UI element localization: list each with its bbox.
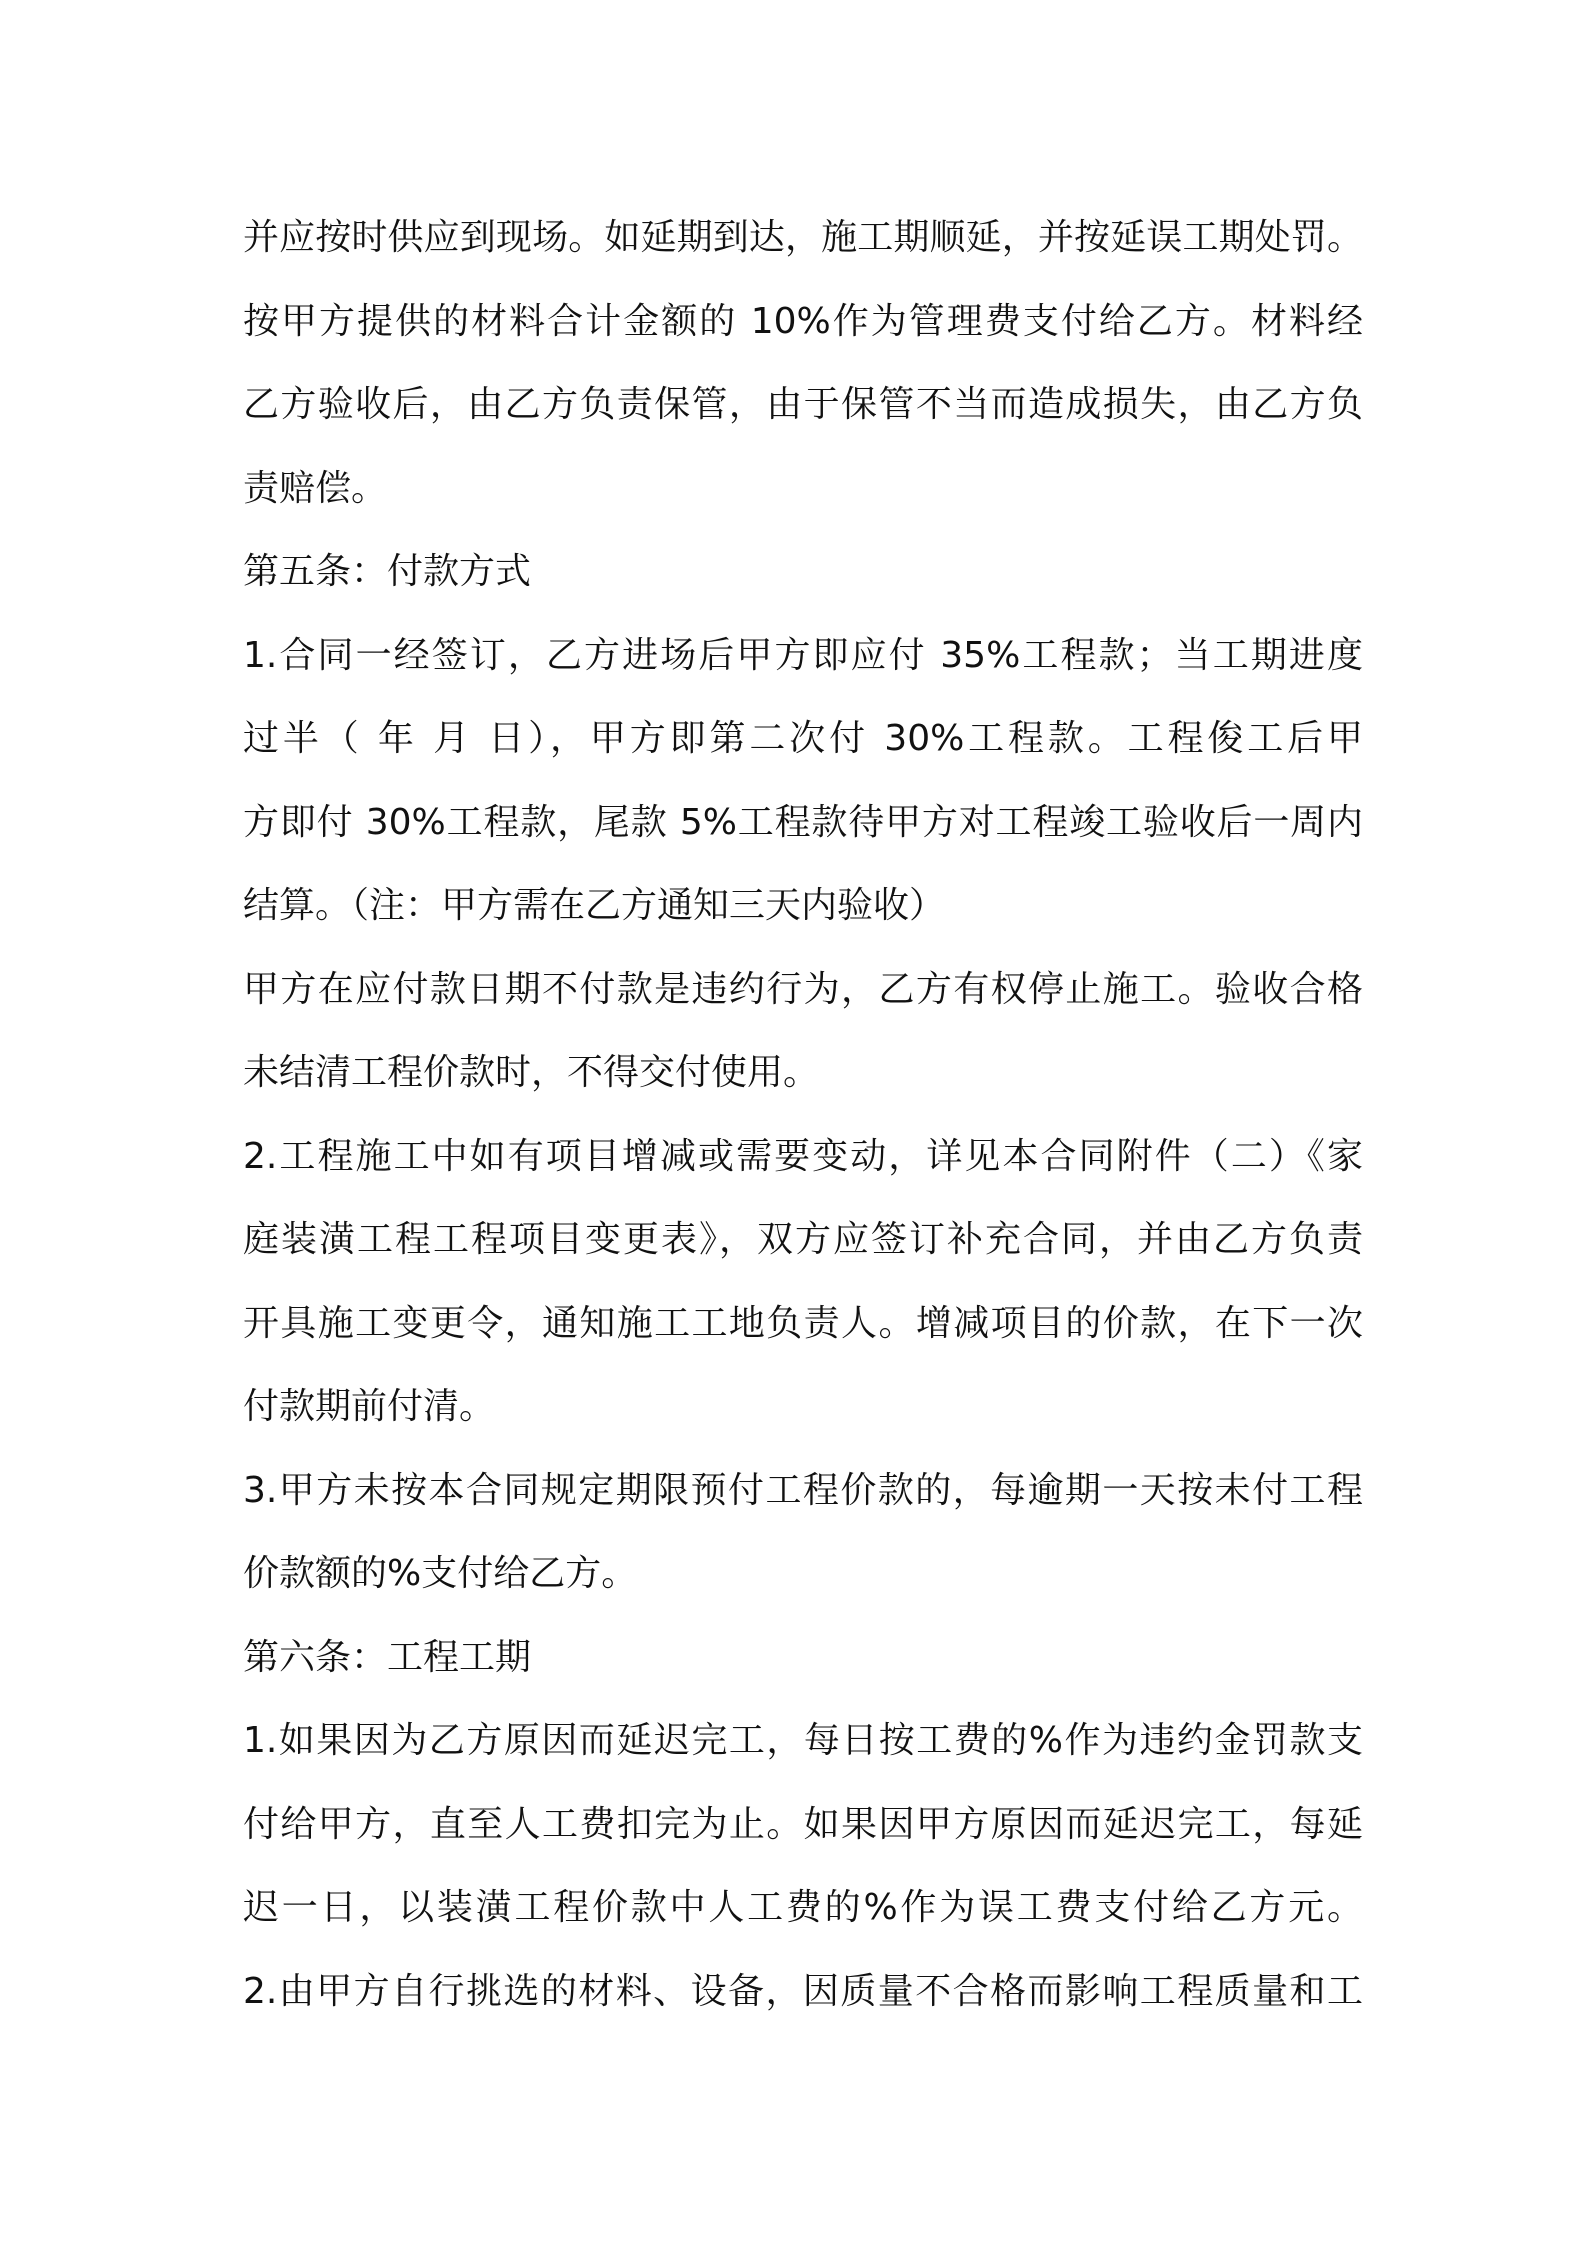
text-line-6: 1.合同一经签订，乙方进场后甲方即应付 35%工程款；当工期进度 (243, 634, 1363, 676)
text-line-15: 付款期前付清。 (243, 1386, 496, 1427)
text-line-19: 1.如果因为乙方原因而延迟完工，每日按工费的%作为违约金罚款支 (243, 1720, 1363, 1761)
text-line-3: 乙方验收后，由乙方负责保管，由于保管不当而造成损失，由乙方负 (243, 384, 1363, 425)
text-line-2: 按甲方提供的材料合计金额的 10%作为管理费支付给乙方。材料经 (243, 300, 1363, 342)
text-line-4: 责赔偿。 (243, 467, 388, 509)
text-line-20: 付给甲方，直至人工费扣完为止。如果因甲方原因而延迟完工，每延 (243, 1803, 1363, 1845)
text-line-1: 并应按时供应到现场。如延期到达，施工期顺延，并按延误工期处罚。 (243, 217, 1363, 258)
text-line-9: 结算。（注：甲方需在乙方通知三天内验收） (243, 885, 946, 926)
text-line-7: 过半（ 年 月 日），甲方即第二次付 30%工程款。工程俊工后甲 (243, 718, 1363, 759)
text-line-16: 3.甲方未按本合同规定期限预付工程价款的，每逾期一天按未付工程 (243, 1469, 1363, 1511)
text-line-11: 未结清工程价款时，不得交付使用。 (243, 1052, 820, 1093)
text-line-17: 价款额的%支付给乙方。 (243, 1553, 638, 1594)
text-line-21: 迟一日，以装潢工程价款中人工费的%作为误工费支付给乙方元。 (243, 1887, 1363, 1928)
section-heading-article-5: 第五条：付款方式 (243, 551, 532, 592)
section-heading-article-6: 第六条：工程工期 (243, 1636, 532, 1678)
text-line-14: 开具施工变更令，通知施工工地负责人。增减项目的价款，在下一次 (243, 1302, 1363, 1344)
document-body (243, 196, 1363, 2033)
text-line-22: 2.由甲方自行挑选的材料、设备，因质量不合格而影响工程质量和工 (243, 1970, 1363, 2012)
text-line-12: 2.工程施工中如有项目增减或需要变动，详见本合同附件（二）《家 (243, 1135, 1363, 1177)
text-line-10: 甲方在应付款日期不付款是违约行为，乙方有权停止施工。验收合格 (243, 968, 1363, 1010)
text-line-13: 庭装潢工程工程项目变更表》，双方应签订补充合同，并由乙方负责 (243, 1219, 1363, 1260)
text-line-8: 方即付 30%工程款，尾款 5%工程款待甲方对工程竣工验收后一周内 (243, 801, 1363, 843)
